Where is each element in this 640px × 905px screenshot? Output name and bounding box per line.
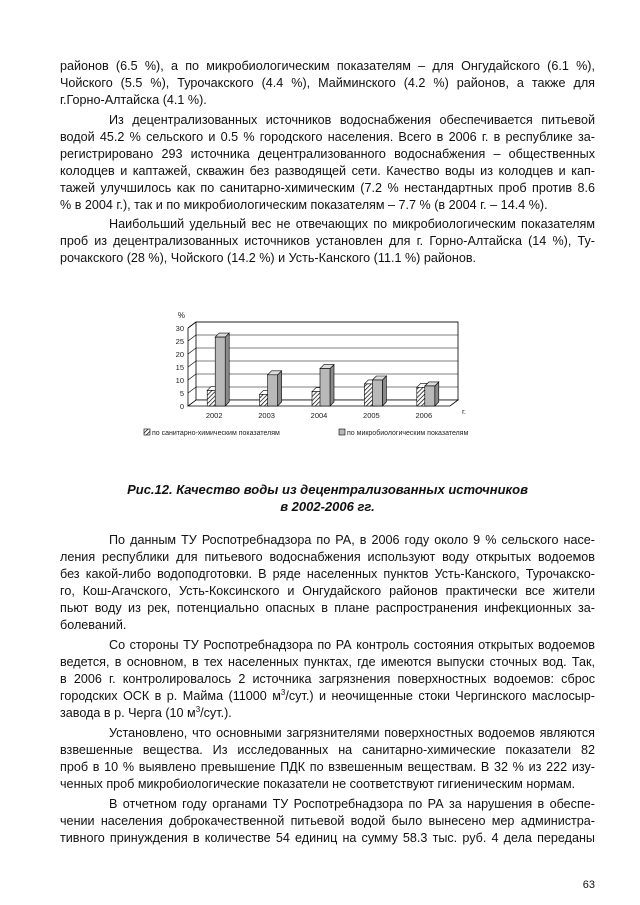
caption-line-2: в 2002-2006 гг. — [280, 499, 375, 514]
text-line: Наибольший удельный вес не отвечающих по микробиологическим показателям — [109, 217, 595, 231]
y-tick-label: 15 — [175, 363, 184, 372]
text-line: % в 2004 г.), так и по микробиологическим показателям – 7.7 % (в 2004 г. – 14.4 %). — [60, 198, 548, 212]
text-line: колодцев и каптажей, скважин без разводящей сети. Качество воды из колодцев и кап- — [60, 164, 595, 178]
water-quality-chart — [140, 305, 500, 450]
bar-microbio-2006 — [425, 382, 439, 406]
text-fragment: /сут.). — [200, 706, 232, 720]
text-line: районов (6.5 %), а по микробиологическим показателям – для Онгудайского (6.1 %), — [60, 59, 595, 73]
text-line: болеваний. — [60, 618, 127, 632]
bar-front — [320, 369, 330, 406]
paragraph-6 — [60, 725, 595, 793]
bar-side — [225, 333, 229, 406]
y-tick-label: 30 — [175, 324, 184, 333]
text-line: без какой-либо водоподготовки. В ряде населенных пунктов Усть-Канского, Турочакско- — [60, 567, 595, 581]
bar-side — [382, 376, 386, 406]
page-number: 63 — [582, 879, 595, 891]
text-fragment: завода в р. Черга (10 м — [60, 706, 196, 720]
gridline-side — [188, 361, 196, 367]
y-tick-label: 25 — [175, 337, 184, 346]
text-fragment: городских ОСК в р. Майма (11000 м — [60, 689, 281, 703]
bar-front — [372, 380, 382, 406]
superscript: 3 — [280, 687, 286, 697]
bar-microbio-2005 — [372, 376, 386, 406]
bar-microbio-2002 — [215, 333, 229, 406]
gridline-side — [188, 322, 196, 328]
bar-microbio-2003 — [268, 371, 282, 406]
gridline-side — [188, 335, 196, 341]
legend-swatch-sanchem — [144, 429, 150, 435]
gridline-side — [188, 374, 196, 380]
x-tick-label: 2005 — [363, 411, 380, 420]
gridline-side — [188, 387, 196, 393]
text-fragment: /сут.) и неочищенные стоки Чергинского маслосыр- — [285, 689, 595, 703]
x-tick-label: 2004 — [310, 411, 328, 420]
legend-label-microbio: по микробиологическим показателям — [347, 430, 469, 437]
paragraph-7 — [60, 796, 595, 847]
text-line: проб в 10 % выявлено превышение ПДК по взвешенным веществам. В 32 % из 222 изу- — [60, 760, 595, 774]
text-line: в 2006 г. контролировалось 2 источника загрязнения поверхностных водоемов: сброс — [60, 672, 595, 686]
paragraph-1 — [60, 58, 595, 109]
text-line: В отчетном году органами ТУ Роспотребнадзора по РА за нарушения в обеспе- — [109, 797, 595, 811]
text-line: ченных проб микробиологические показатели не соответствуют гигиеническим нормам. — [60, 777, 576, 791]
text-line: регистрировано 293 источника децентрализованного водоснабжения – общественных — [60, 147, 595, 161]
bar-front — [268, 375, 278, 406]
bar-side — [278, 371, 282, 406]
text-line: По данным ТУ Роспотребнадзора по РА, в 2006 году около 9 % сельского насе- — [109, 533, 595, 547]
paragraph-3 — [60, 216, 595, 267]
paragraph-2 — [60, 112, 595, 214]
paragraph-4 — [60, 532, 595, 634]
x-tick-label: 2002 — [205, 411, 223, 420]
text-line — [60, 705, 595, 722]
caption-line-1: Рис.12. Качество воды из децентрализованных источников — [127, 482, 528, 497]
text-line: пьют воду из рек, потенциально опасных в плане распространения инфекционных за- — [60, 601, 595, 615]
x-tick-label: 2003 — [258, 411, 275, 420]
x-axis-label: г. — [462, 407, 466, 416]
text-line: ления республики для питьевого водоснабжения используют воду открытых водоемов — [60, 550, 595, 564]
superscript: 3 — [195, 704, 201, 714]
bar-front — [425, 386, 435, 406]
legend-swatch-microbio — [339, 429, 345, 435]
y-axis-label: % — [177, 311, 185, 320]
text-line — [60, 688, 595, 705]
text-line: проб из децентрализованных источников установлен для г. Горно-Алтайска (14 %), Ту- — [60, 234, 595, 248]
y-tick-label: 0 — [179, 402, 184, 411]
text-line: Из децентрализованных источников водоснабжения обеспечивается питьевой — [109, 113, 595, 127]
text-line: тивного принуждения в количестве 54 единиц на сумму 58.3 тыс. руб. 4 дела переданы — [60, 831, 595, 845]
chart-legend — [144, 429, 468, 437]
text-line: тажей улучшилось как по санитарно-химическим (7.2 % нестандартных проб против 8.6 — [60, 181, 595, 195]
text-line: г.Горно-Алтайска (4.1 %). — [60, 93, 207, 107]
bar-side — [330, 365, 334, 406]
text-line: рочакского (28 %), Чойского (14.2 %) и Усть-Канского (11.1 %) районов. — [60, 251, 477, 265]
legend-label-sanchem: по санитарно-химическим показателям — [152, 430, 280, 437]
text-line: взвешенные вещества. Из исследованных на санитарно-химические показатели 82 — [60, 743, 595, 757]
text-line: Чойского (5.5 %), Турочакского (4.4 %), Майминского (4.2 %) районов, а также для — [60, 76, 595, 90]
text-line: Со стороны ТУ Роспотребнадзора по РА контроль состояния открытых водоемов — [109, 638, 595, 652]
figure-caption — [60, 481, 595, 515]
text-line: ведется, в основном, в тех населенных пунктах, где имеются выпуски сточных вод. Так, — [60, 655, 595, 669]
x-tick-label: 2006 — [415, 411, 433, 420]
gridline-side — [188, 348, 196, 354]
text-line: чении населения доброкачественной питьевой водой было вынесено мер администра- — [60, 814, 595, 828]
text-line: го, Кош-Агачского, Усть-Коксинского и Онгудайского районов практически все жители — [60, 584, 595, 598]
y-tick-label: 10 — [175, 376, 184, 385]
bar-front — [215, 337, 225, 406]
y-tick-label: 20 — [175, 350, 184, 359]
text-line: водой 45.2 % сельского и 0.5 % городского населения. Всего в 2006 г. в республике за- — [60, 130, 595, 144]
paragraph-5 — [60, 637, 595, 722]
chart-svg — [140, 305, 500, 450]
bar-microbio-2004 — [320, 365, 334, 406]
text-line: Установлено, что основными загрязнителями поверхностных водоемов являются — [109, 726, 595, 740]
y-tick-label: 5 — [179, 389, 184, 398]
